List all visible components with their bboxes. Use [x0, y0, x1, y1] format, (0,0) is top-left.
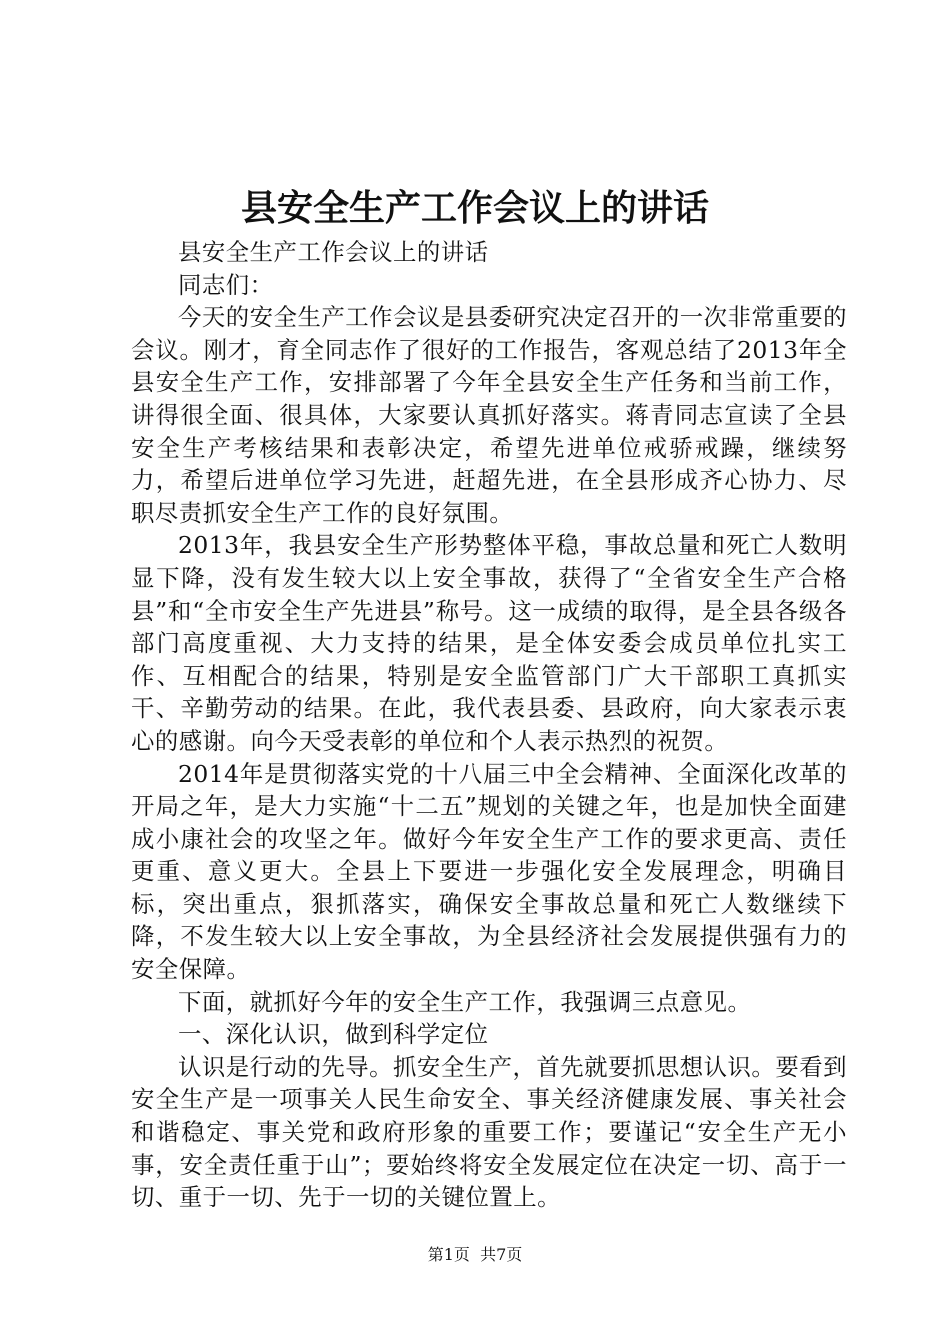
paragraph-2014-goals: 2014年是贯彻落实党的十八届三中全会精神、全面深化改革的开局之年，是大力实施“十二五”规划的关键之年，也是加快全面建成小康社会的攻坚之年。做好今年安全生产工作的要求更高、责任更重、意义更大。全县上下要进一步强化安全发展理念，明确目标，突出重点，狠抓落实，确保安全事故总量和死亡人数继续下降，不发生较大以上安全事故，为全县经济社会发展提供强有力的安全保障。: [131, 759, 847, 984]
section-heading-1: 一、深化认识，做到科学定位: [178, 1020, 489, 1049]
paragraph-subtitle: 县安全生产工作会议上的讲话: [178, 238, 489, 266]
document-title: 县安全生产工作会议上的讲话: [240, 187, 709, 229]
page-footer: [0, 1244, 950, 1266]
paragraph-section-1: 认识是行动的先导。抓安全生产，首先就要抓思想认识。要看到安全生产是一项事关人民生命安全、事关经济健康发展、事关社会和谐稳定、事关党和政府形象的重要工作；要谨记“安全生产无小事，安全责任重于山”；要始终将安全发展定位在决定一切、高于一切、重于一切、先于一切的关键位置上。: [131, 1052, 847, 1212]
document-body: [131, 236, 847, 1214]
page-total: 共7页: [480, 1245, 523, 1264]
paragraph-transition: 下面，就抓好今年的安全生产工作，我强调三点意见。: [178, 987, 752, 1016]
paragraph-2013-review: 2013年，我县安全生产形势整体平稳，事故总量和死亡人数明显下降，没有发生较大以上安全事故，获得了“全省安全生产合格县”和“全市安全生产先进县”称号。这一成绩的取得，是全县各级各部门高度重视、大力支持的结果，是全体安委会成员单位扎实工作、互相配合的结果，特别是安全监管部门广大干部职工真抓实干、辛勤劳动的结果。在此，我代表县委、县政府，向大家表示衷心的感谢。向今天受表彰的单位和个人表示热烈的祝贺。: [131, 531, 847, 755]
paragraph-salutation: 同志们：: [178, 270, 274, 299]
page-number: 第1页: [427, 1245, 470, 1264]
paragraph-opening: 今天的安全生产工作会议是县委研究决定召开的一次非常重要的会议。刚才，育全同志作了很好的工作报告，客观总结了2013年全县安全生产工作，安排部署了今年全县安全生产任务和当前工作，讲得很全面、很具体，大家要认真抓好落实。蒋青同志宣读了全县安全生产考核结果和表彰决定，希望先进单位戒骄戒躁，继续努力，希望后进单位学习先进，赶超先进，在全县形成齐心协力、尽职尽责抓安全生产工作的良好氛围。: [131, 303, 847, 527]
